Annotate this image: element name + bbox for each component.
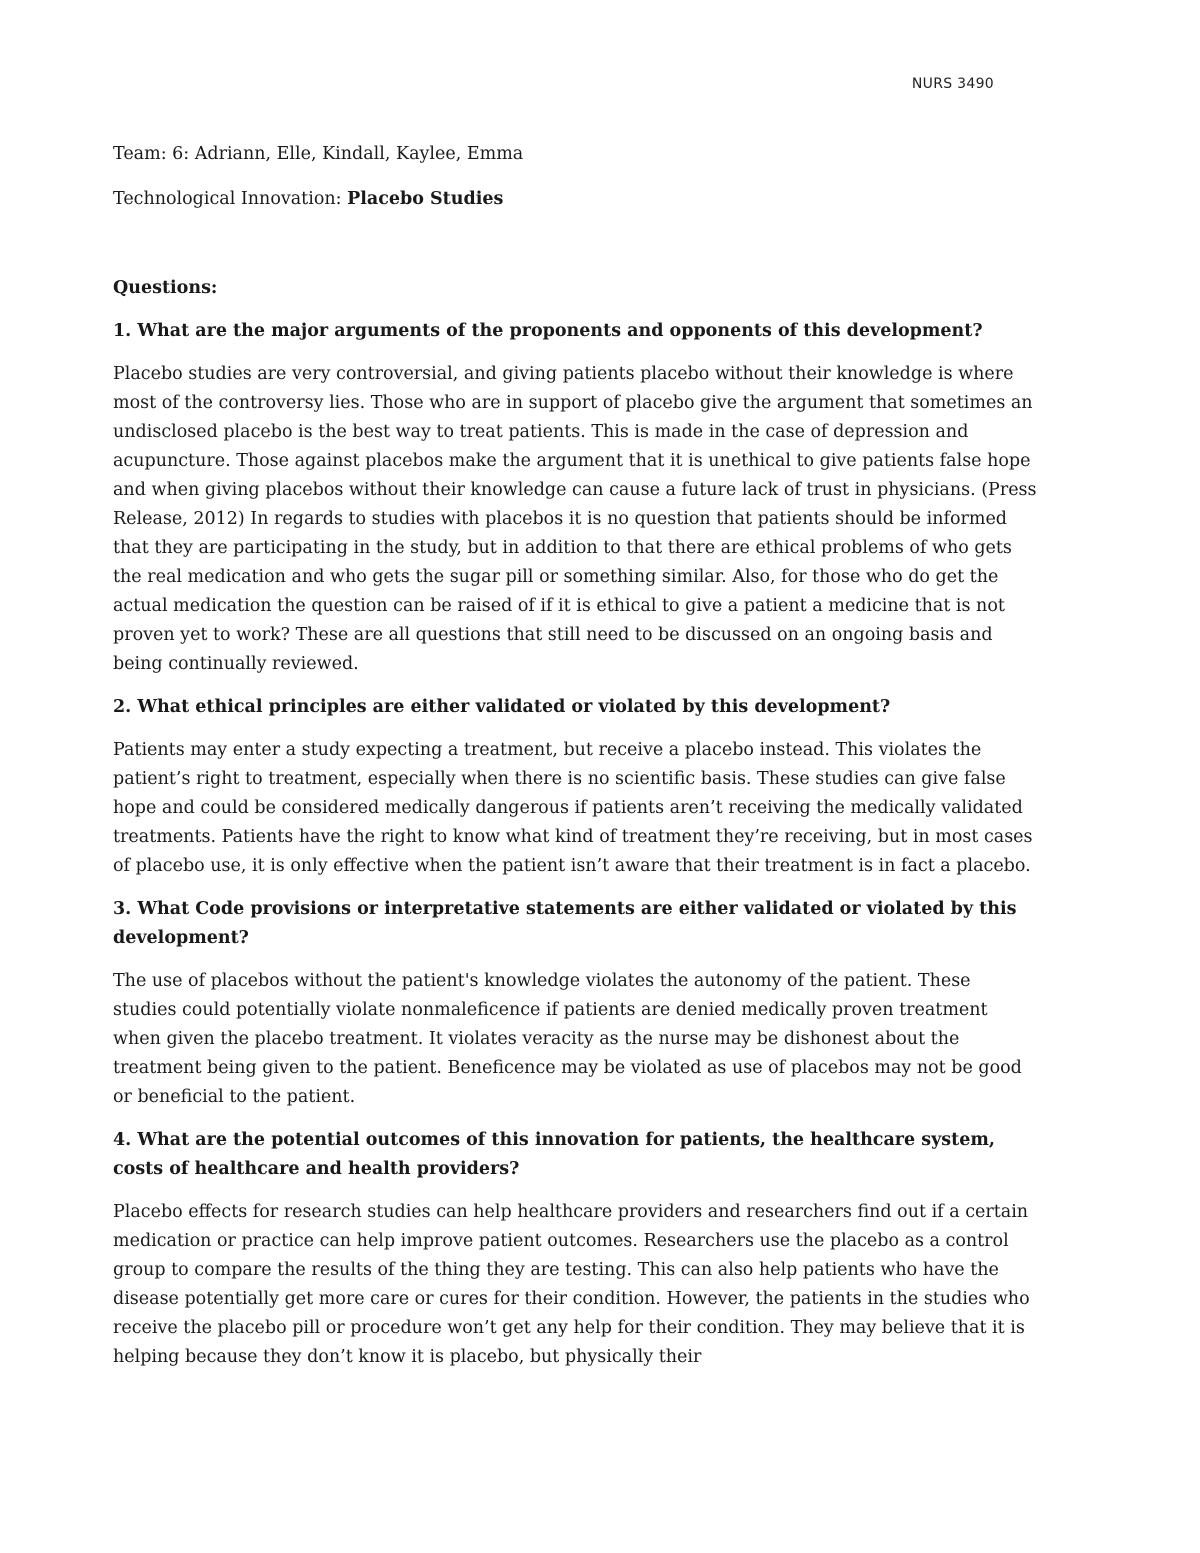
answer-4: Placebo effects for research studies can help healthcare providers and researchers find out if a certain medication or practice can help improve patient outcomes. Researchers use the placebo as a control group to compare the results of the thing they are testing. This can also help patients who have the disease potentially get more care or cures for their condition. However, the patients in the studies who receive the placebo pill or procedure won’t get any help for their condition. They may believe that it is helping because they don’t know it is placebo, but physically their	[113, 1202, 1030, 1367]
answer-2: Patients may enter a study expecting a treatment, but receive a placebo instead. This violates the patient’s right to treatment, especially when there is no scientific basis. These studies can give false hope and could be considered medically dangerous if patients aren’t receiving the medically validated treatments. Patients have the right to know what kind of treatment they’re receiving, but in most cases of placebo use, it is only effective when the patient isn’t aware that their treatment is in fact a placebo.	[113, 740, 1033, 876]
question-1: 1. What are the major arguments of the proponents and opponents of this development?	[113, 321, 983, 341]
question-4: 4. What are the potential outcomes of this innovation for patients, the healthcare system, costs of healthcare and health providers?	[113, 1130, 995, 1179]
course-code-header: NURS 3490	[911, 76, 994, 92]
innovation-value: Placebo Studies	[347, 189, 504, 209]
team-line: Team: 6: Adriann, Elle, Kindall, Kaylee, Emma	[113, 144, 524, 164]
answer-1: Placebo studies are very controversial, and giving patients placebo without their knowledge is where most of the controversy lies. Those who are in support of placebo give the argument that sometimes an undisclosed placebo is the best way to treat patients. This is made in the case of depression and acupuncture. Those against placebos make the argument that it is unethical to give patients false hope and when giving placebos without their knowledge can cause a future lack of trust in physicians. (Press Release, 2012) In regards to studies with placebos it is no question that patients should be informed that they are participating in the study, but in addition to that there are ethical problems of who gets the real medication and who gets the sugar pill or something similar. Also, for those who do get the actual medication the question can be raised of if it is ethical to give a patient a medicine that is not proven yet to work? These are all questions that still need to be discussed on an ongoing basis and being continually reviewed.	[113, 364, 1037, 674]
innovation-label: Technological Innovation:	[113, 189, 348, 209]
answer-3: The use of placebos without the patient's knowledge violates the autonomy of the patient. These studies could potentially violate nonmaleficence if patients are denied medically proven treatment when given the placebo treatment. It violates veracity as the nurse may be dishonest about the treatment being given to the patient. Beneficence may be violated as use of placebos may not be good or beneficial to the patient.	[113, 971, 1022, 1107]
questions-heading: Questions:	[113, 278, 218, 298]
question-2: 2. What ethical principles are either validated or violated by this development?	[113, 697, 891, 717]
question-3: 3. What Code provisions or interpretative statements are either validated or violated by this development?	[113, 899, 1017, 948]
innovation-line	[113, 185, 1038, 214]
document-body	[113, 140, 1038, 1386]
